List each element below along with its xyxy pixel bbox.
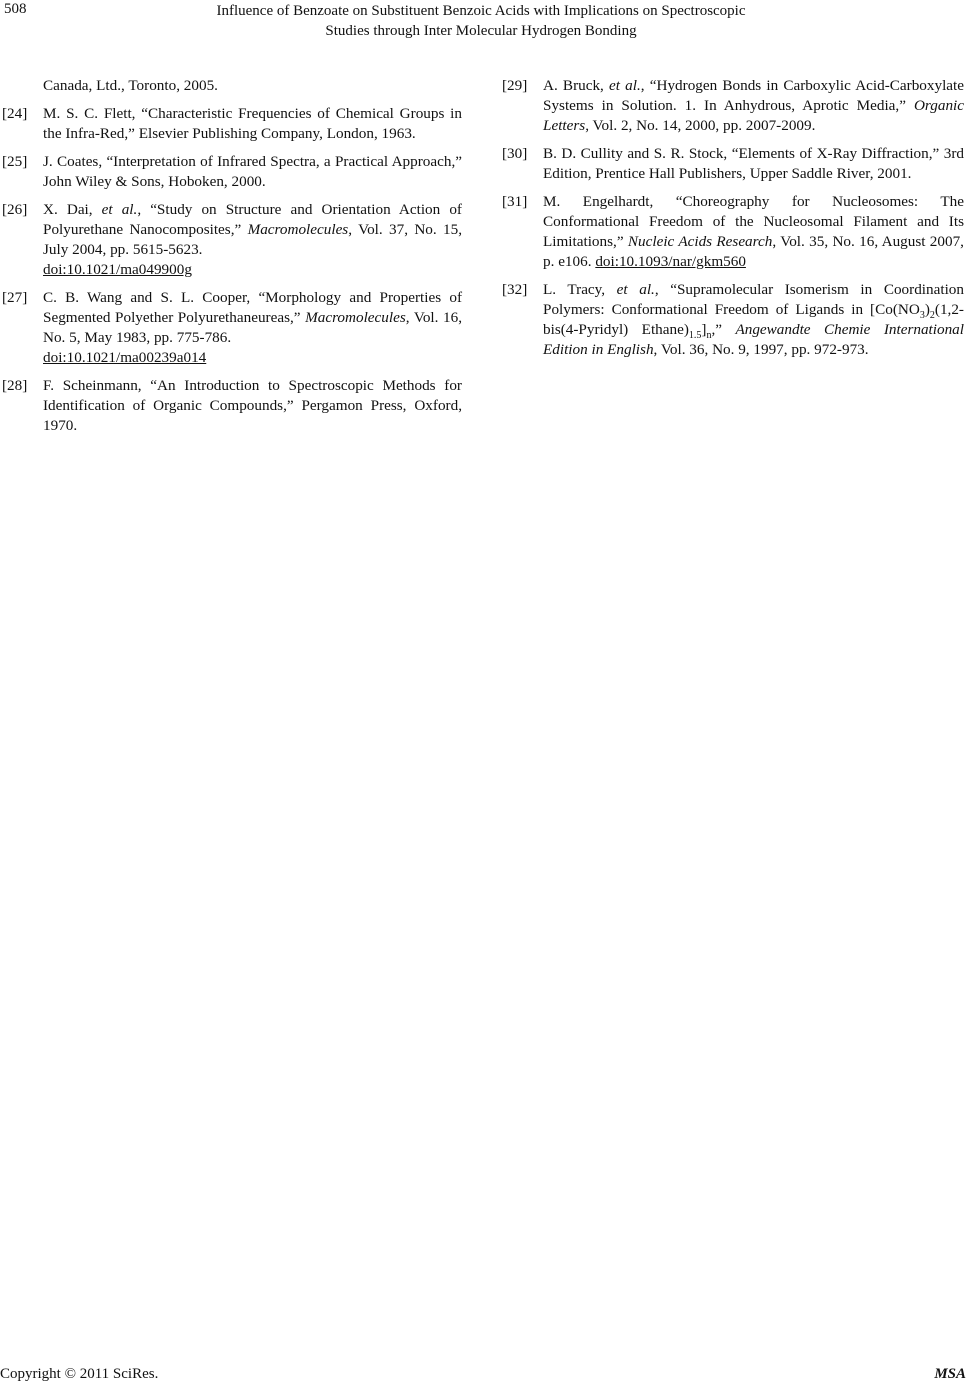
reference-number: [30] — [502, 145, 528, 162]
title: , “Study on Structure and Orientation Action of Polyurethane Nanocomposites,” — [43, 201, 462, 238]
reference-number: [26] — [2, 201, 28, 218]
authors: X. Dai, — [43, 201, 102, 218]
reference-number: [27] — [2, 289, 28, 306]
subscript: 2 — [929, 310, 935, 322]
journal-name: Nucleic Acids Research — [627, 233, 773, 250]
reference-number: [32] — [502, 281, 528, 298]
reference-number: [29] — [502, 77, 528, 94]
reference-text: M. S. C. Flett, “Characteristic Frequencies of Chemical Groups in the Infra-Red,” Elsevier Publishing Company, London, 1963. — [43, 105, 462, 142]
reference-number: [24] — [2, 105, 28, 122]
volume-info: , Vol. 35, No. 16, August 2007, p. e106. — [543, 233, 964, 270]
reference-number: [31] — [502, 193, 528, 210]
journal-name: Organic Letters — [543, 97, 964, 134]
reference-27 — [2, 288, 462, 368]
title-part: ] — [701, 321, 707, 338]
journal-name: Macromolecules — [247, 221, 349, 238]
reference-number: [28] — [2, 377, 28, 394]
subscript: 3 — [919, 310, 925, 322]
page-number: 508 — [4, 1, 27, 17]
left-column — [2, 76, 462, 444]
reference-31 — [502, 192, 964, 272]
doi-link[interactable]: doi:10.1093/nar/gkm560 — [595, 253, 746, 270]
authors-title: M. Engelhardt, “Choreography for Nucleosomes: The Conformational Freedom of the Nucleosomal Filament and Its Limitations,” — [543, 193, 964, 250]
reference-text: J. Coates, “Interpretation of Infrared Spectra, a Practical Approach,” John Wiley & Sons, Hoboken, 2000. — [43, 153, 462, 190]
subscript: n — [706, 330, 712, 342]
reference-29 — [502, 76, 964, 136]
journal-abbrev: MSA — [934, 1366, 966, 1382]
subscript: 1.5 — [688, 330, 702, 342]
reference-32 — [502, 280, 964, 360]
reference-continuation: Canada, Ltd., Toronto, 2005. — [43, 77, 218, 94]
volume-info: , Vol. 36, No. 9, 1997, pp. 972-973. — [653, 341, 869, 358]
title: , “Hydrogen Bonds in Carboxylic Acid-Carboxylate Systems in Solution. 1. In Anhydrous, Aprotic Media,” — [543, 77, 964, 114]
reference-text — [43, 200, 462, 280]
volume-info: , Vol. 16, No. 5, May 1983, pp. 775-786. — [43, 309, 462, 346]
reference-28 — [2, 376, 462, 436]
et-al: et al. — [101, 201, 138, 218]
reference-text — [543, 192, 964, 272]
authors: L. Tracy, — [543, 281, 617, 298]
reference-26 — [2, 200, 462, 280]
title: , “Supramolecular Isomerism in Coordination Polymers: Conformational Freedom of Ligands in [Co(NO — [543, 281, 964, 318]
running-head-line-2: Studies through Inter Molecular Hydrogen Bonding — [325, 23, 637, 39]
reference-text — [543, 76, 964, 136]
copyright: Copyright © 2011 SciRes. — [0, 1366, 159, 1382]
reference-30 — [502, 144, 964, 184]
reference-text — [543, 280, 964, 360]
reference-text — [43, 288, 462, 368]
running-head — [130, 1, 832, 41]
volume-info: , Vol. 37, No. 15, July 2004, pp. 5615-5623. — [43, 221, 462, 258]
doi-link[interactable]: doi:10.1021/ma00239a014 — [43, 349, 207, 366]
journal-name: Macromolecules — [305, 309, 406, 326]
reference-number: [25] — [2, 153, 28, 170]
reference-24 — [2, 104, 462, 144]
running-head-line-1: Influence of Benzoate on Substituent Benzoic Acids with Implications on Spectroscopic — [216, 3, 746, 19]
reference-text: B. D. Cullity and S. R. Stock, “Elements of X-Ray Diffraction,” 3rd Edition, Prentice Hall Publishers, Upper Saddle River, 2001. — [543, 145, 964, 182]
reference-text: F. Scheinmann, “An Introduction to Spectroscopic Methods for Identification of Organic Compounds,” Pergamon Press, Oxford, 1970. — [43, 377, 462, 434]
journal-name: Angewandte Chemie International Edition in English — [543, 321, 964, 358]
title-part: (1,2-bis(4-Pyridyl) Ethane) — [543, 301, 964, 338]
authors: A. Bruck, — [543, 77, 610, 94]
volume-info: , Vol. 2, No. 14, 2000, pp. 2007-2009. — [585, 117, 816, 134]
reference-25 — [2, 152, 462, 192]
title-part: ,” — [711, 321, 736, 338]
authors-title: C. B. Wang and S. L. Cooper, “Morphology and Properties of Segmented Polyether Polyurethaneureas,” — [43, 289, 462, 326]
et-al: et al. — [609, 77, 641, 94]
doi-link[interactable]: doi:10.1021/ma049900g — [43, 261, 192, 278]
title-part: ) — [924, 301, 930, 318]
right-column — [502, 76, 964, 368]
et-al: et al. — [616, 281, 655, 298]
